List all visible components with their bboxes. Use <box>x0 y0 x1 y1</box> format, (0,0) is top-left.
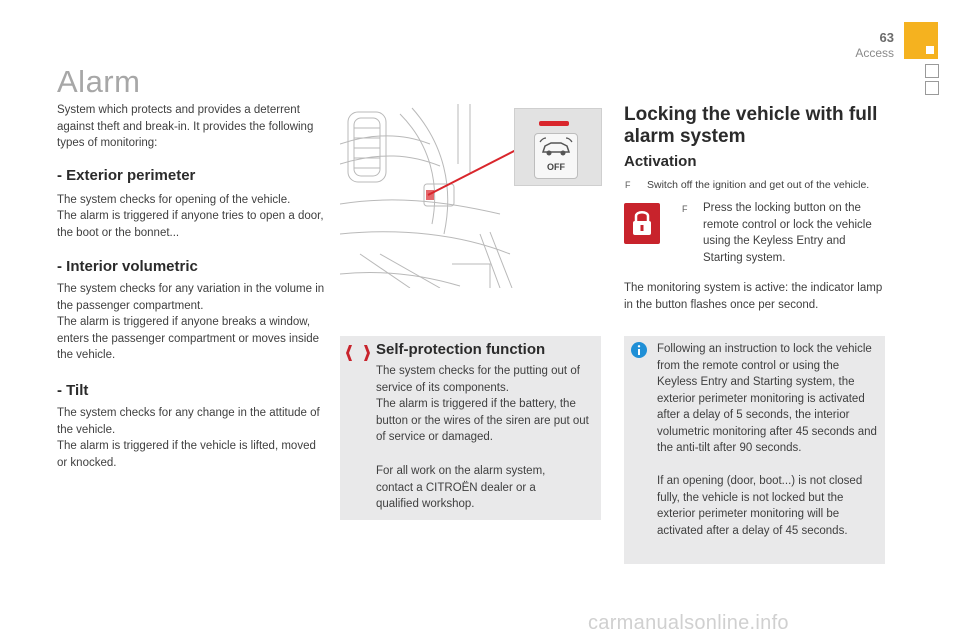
tilt-text-2: The alarm is triggered if the vehicle is lifted, moved or knocked. <box>57 440 316 469</box>
self-protection-text-3: For all work on the alarm system, contact a CITROËN dealer or a qualified workshop. <box>376 465 546 510</box>
alarm-indicator-lamp <box>539 121 569 126</box>
info-text-2: If an opening (door, boot...) is not closed fully, the vehicle is not locked but the exterior perimeter monitoring will be activated after a delay of 45 seconds. <box>657 475 863 537</box>
car-alarm-icon <box>535 134 577 160</box>
info-box <box>624 336 885 564</box>
monitoring-note: The monitoring system is active: the indicator lamp in the button flashes once per second. <box>624 282 883 311</box>
watermark: carmanualsonline.info <box>588 612 789 634</box>
info-icon <box>631 342 647 358</box>
section-name: Access <box>855 46 894 60</box>
interior-text-2: The alarm is triggered if anyone breaks a window, enters the passenger compartment or moves inside the vehicle. <box>57 316 320 361</box>
padlock-icon <box>624 203 660 244</box>
activation-heading: Activation <box>624 153 697 170</box>
exterior-heading: - Exterior perimeter <box>57 167 196 184</box>
exterior-text-2: The alarm is triggered if anyone tries to open a door, the boot or the bonnet... <box>57 210 324 239</box>
interior-text-1: The system checks for any variation in the volume in the passenger compartment. <box>57 283 325 312</box>
exterior-text-1: The system checks for opening of the vehicle. <box>57 194 291 206</box>
tilt-text-1: The system checks for any change in the attitude of the vehicle. <box>57 407 320 436</box>
locking-heading: Locking the vehicle with full alarm system <box>624 104 878 147</box>
lock-button-icon <box>624 203 660 244</box>
self-protection-box <box>340 336 601 520</box>
interior-heading: - Interior volumetric <box>57 258 198 275</box>
section-tab-active[interactable] <box>904 22 938 59</box>
section-tab-empty-1[interactable] <box>925 64 939 78</box>
self-protection-text-2: The alarm is triggered if the battery, the button or the wires of the siren are put out of service or damaged. <box>376 398 589 443</box>
page-title: Alarm <box>57 64 141 99</box>
info-text-1: Following an instruction to lock the vehicle from the remote control or using the Keyless Entry and Starting system, the exterior perimeter monitoring is activated after a delay of 5 seconds, the interior volumetric monitoring after 45 seconds and the anti-tilt after 90 seconds. <box>657 343 877 454</box>
warning-icon <box>345 343 371 363</box>
activation-step-1: Switch off the ignition and get out of the vehicle. <box>647 179 870 191</box>
activation-step-2: Press the locking button on the remote control or lock the vehicle using the Keyless Entry and Starting system. <box>703 202 872 264</box>
self-protection-heading: Self-protection function <box>376 341 546 358</box>
intro-text: System which protects and provides a deterrent against theft and break-in. It provides the following types of monitoring: <box>57 104 314 149</box>
alarm-off-button[interactable] <box>534 133 578 179</box>
off-label: OFF <box>547 162 565 172</box>
alarm-button-panel <box>514 108 602 186</box>
section-tab-empty-2[interactable] <box>925 81 939 95</box>
bullet-icon: F <box>625 180 631 190</box>
tilt-heading: - Tilt <box>57 382 89 399</box>
bullet-icon: F <box>682 204 688 214</box>
page-number: 63 <box>879 30 894 45</box>
self-protection-text-1: The system checks for the putting out of service of its components. <box>376 365 580 394</box>
